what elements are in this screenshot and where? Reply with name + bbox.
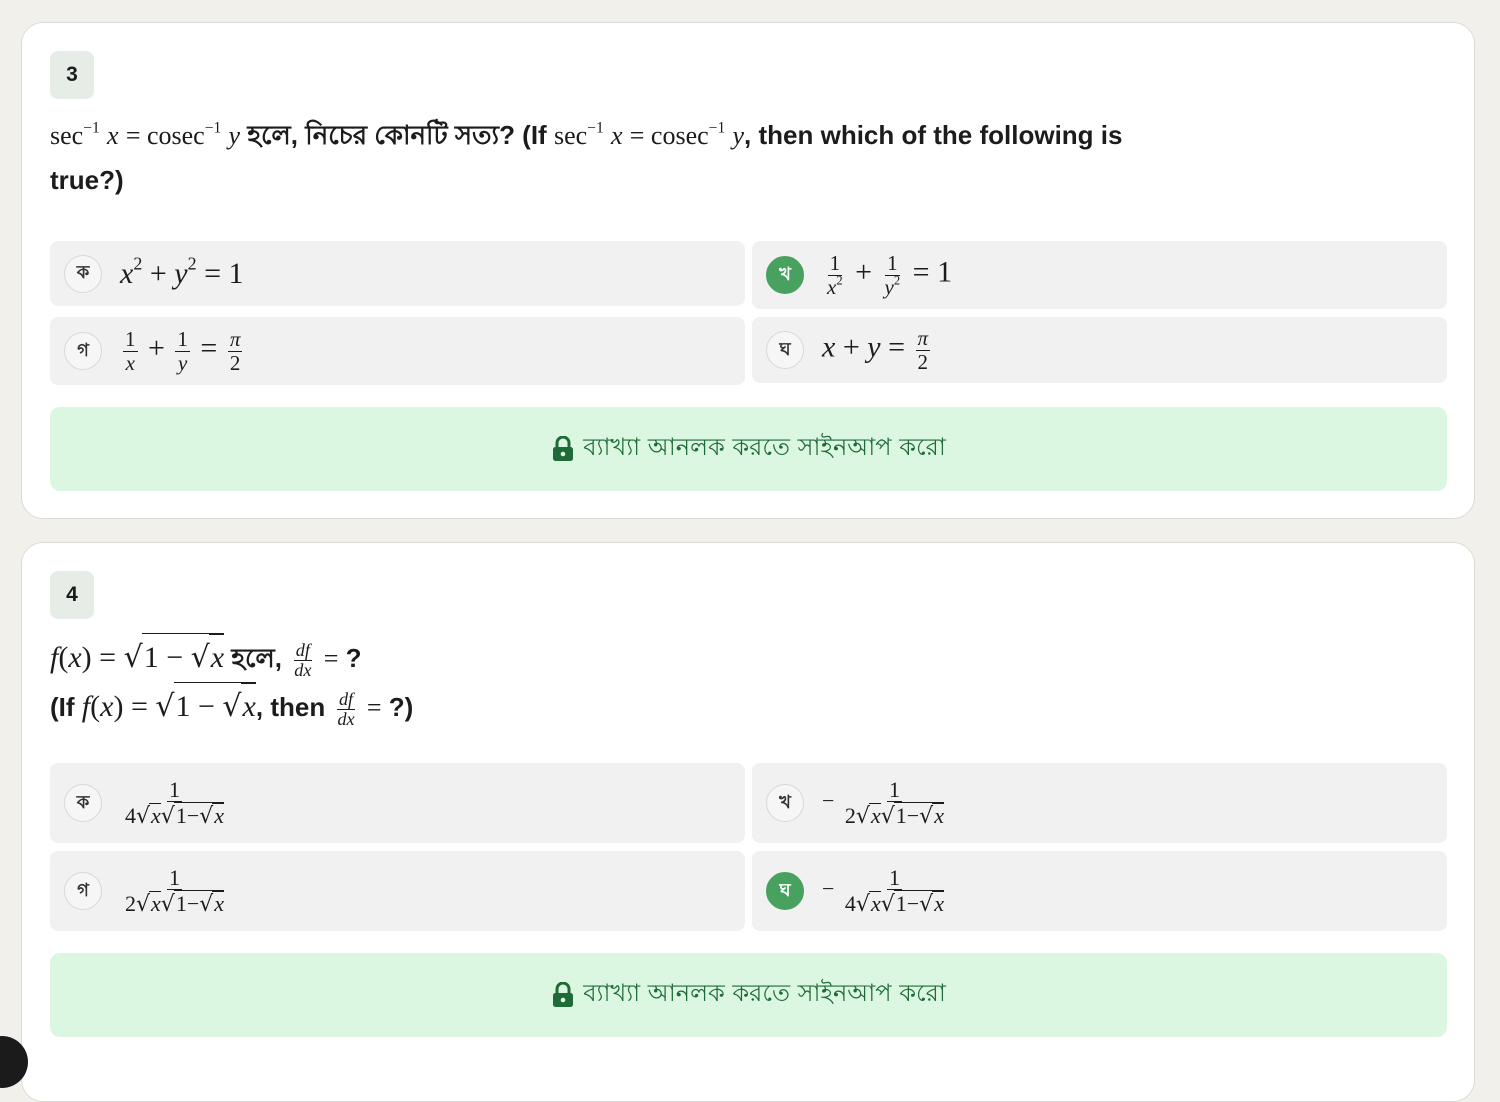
option-formula: − $\frac{1}{2√x√1-√x}$ [822, 776, 944, 829]
question-number: 4 [50, 571, 94, 619]
option-badge: ক [64, 784, 102, 822]
question-number: 3 [50, 51, 94, 99]
option-formula: $\frac{1}{2√x√1-√x}$ [125, 864, 225, 917]
question-card-4 [21, 542, 1475, 1102]
option-kha[interactable] [752, 241, 1447, 309]
question-text: f(x) = √1 − √x হলে, $\frac{df}{dx}$ = ? (If f(x) = √1 − √x, then $\frac{df}{dx}$ = ?) [50, 633, 1430, 731]
option-formula: x + y = $\frac{\pi}{2}$ [822, 326, 929, 374]
option-ka[interactable] [50, 241, 745, 306]
option-formula: − $\frac{1}{4√x√1-√x}$ [822, 864, 944, 917]
option-gha[interactable] [752, 851, 1447, 931]
option-ga[interactable] [50, 851, 745, 931]
unlock-label: ব্যাখ্যা আনলক করতে সাইনআপ করো [583, 979, 946, 1007]
option-badge: ক [64, 255, 102, 293]
option-badge: গ [64, 872, 102, 910]
option-formula: $x^2 + y^2 = 1$ [120, 253, 244, 290]
option-badge: গ [64, 332, 102, 370]
option-formula: $\frac{1}{x^2}$ + $\frac{1}{y^2}$ = 1 [827, 251, 953, 299]
lock-icon [551, 982, 575, 1008]
option-badge: খ [766, 784, 804, 822]
option-formula: $\frac{1}{4√x√1-√x}$ [125, 776, 225, 829]
lock-icon [551, 436, 575, 462]
correct-option-badge: খ [766, 256, 804, 294]
option-formula: $\frac{1}{x}$ + $\frac{1}{y}$ = $\frac{\pi}{2}$ [125, 327, 241, 375]
correct-option-badge: ঘ [766, 872, 804, 910]
option-kha[interactable] [752, 763, 1447, 843]
option-gha[interactable] [752, 317, 1447, 383]
question-card-3 [21, 22, 1475, 519]
question-text: $\sec^{-1} x = cosec^{-1}$ y হলে, নিচের কোনটি সত্য? (If $\sec^{-1} x = cosec^{-1}$ y, then which of the following is true?) [50, 119, 1123, 195]
unlock-explanation-button[interactable] [50, 407, 1447, 491]
option-ka[interactable] [50, 763, 745, 843]
unlock-label: ব্যাখ্যা আনলক করতে সাইনআপ করো [583, 433, 946, 461]
option-ga[interactable] [50, 317, 745, 385]
unlock-explanation-button[interactable] [50, 953, 1447, 1037]
option-badge: ঘ [766, 331, 804, 369]
